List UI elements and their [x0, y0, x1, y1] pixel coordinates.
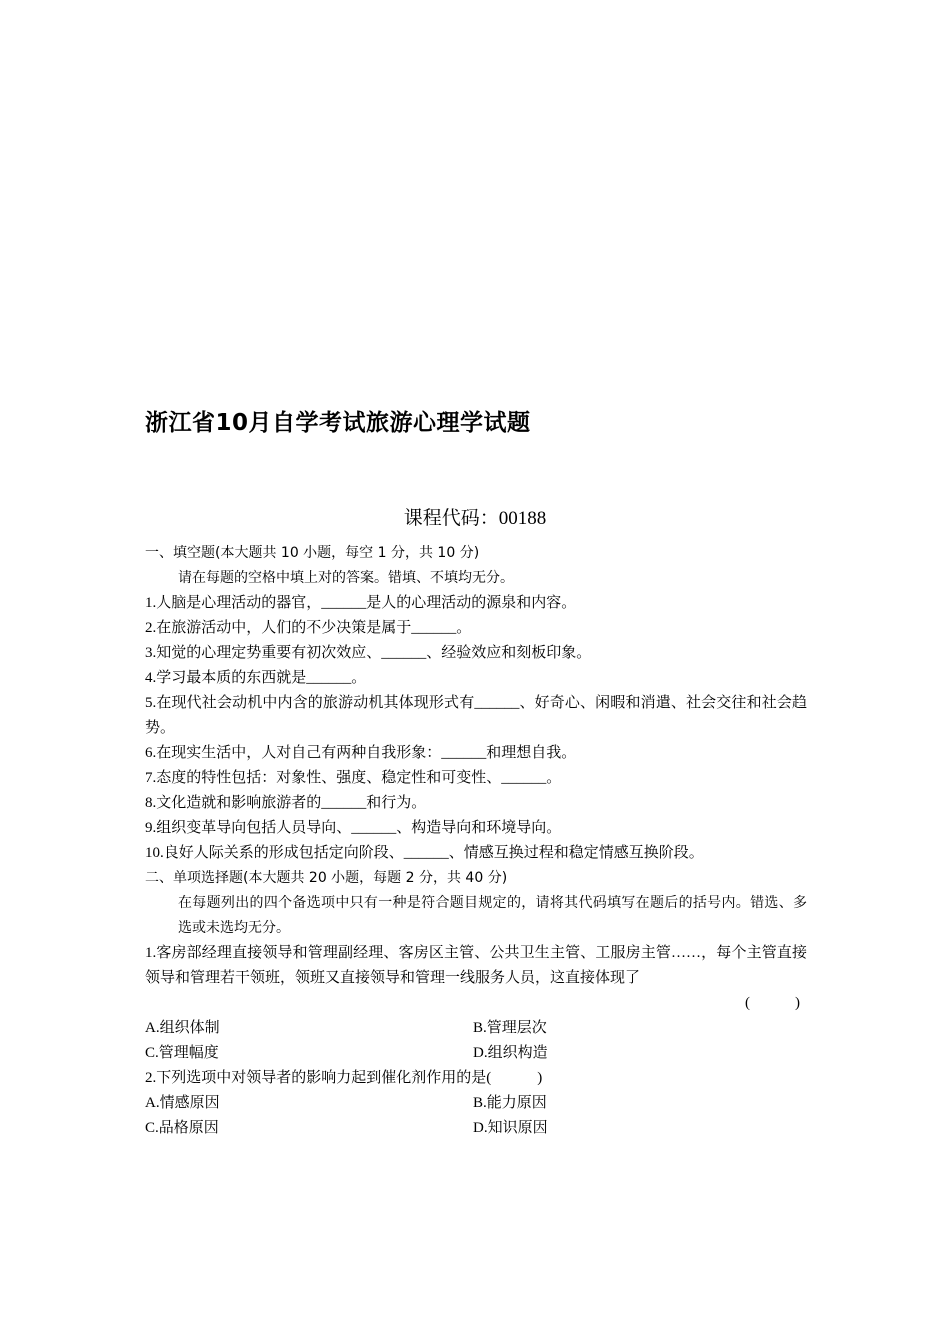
fill-question: 5.在现代社会动机中内含的旅游动机其体现形式有______、好奇心、闲暇和消遣、社会交往和社会趋势。 [145, 695, 807, 736]
option-d: D.组织构造 [473, 1045, 548, 1061]
page-title: 浙江省10月自学考试旅游心理学试题 [145, 410, 531, 436]
options-row [145, 1116, 807, 1141]
answer-bracket: ( ) [745, 995, 800, 1011]
section2-heading: 二、单项选择题(本大题共 20 小题，每题 2 分，共 40 分) [145, 870, 508, 886]
section2-instruction: 在每题列出的四个备选项中只有一种是符合题目规定的，请将其代码填写在题后的括号内。错选、多选或未选均无分。 [178, 895, 807, 936]
choice-question-stem: 1.客房部经理直接领导和管理副经理、客房区主管、公共卫生主管、工服房主管……，每个主管直接领导和管理若干领班，领班又直接领导和管理一线服务人员，这直接体现了 [145, 945, 807, 986]
answer-bracket-close: ) [537, 1070, 543, 1086]
course-code: 课程代码：00188 [403, 508, 547, 529]
question-stem-text: 2.下列选项中对领导者的影响力起到催化剂作用的是( [145, 1070, 492, 1086]
fill-question: 4.学习最本质的东西就是______。 [145, 670, 367, 686]
option-b: B.管理层次 [473, 1020, 547, 1036]
option-a: A.情感原因 [145, 1095, 220, 1111]
answer-parentheses [145, 991, 807, 1016]
choice-question-stem [145, 1066, 807, 1091]
fill-question: 6.在现实生活中，人对自己有两种自我形象：______和理想自我。 [145, 745, 577, 761]
fill-question: 9.组织变革导向包括人员导向、______、构造导向和环境导向。 [145, 820, 562, 836]
options-row [145, 1041, 807, 1066]
exam-body [145, 541, 807, 1141]
option-c: C.品格原因 [145, 1120, 219, 1136]
section1-instruction: 请在每题的空格中填上对的答案。错填、不填均无分。 [178, 570, 514, 586]
fill-question: 8.文化造就和影响旅游者的______和行为。 [145, 795, 427, 811]
fill-question: 2.在旅游活动中，人们的不少决策是属于______。 [145, 620, 472, 636]
section1-heading: 一、填空题(本大题共 10 小题，每空 1 分，共 10 分) [145, 545, 480, 561]
option-d: D.知识原因 [473, 1120, 548, 1136]
fill-question: 3.知觉的心理定势重要有初次效应、______、经验效应和刻板印象。 [145, 645, 592, 661]
options-row [145, 1016, 807, 1041]
option-c: C.管理幅度 [145, 1045, 219, 1061]
option-a: A.组织体制 [145, 1020, 220, 1036]
options-row [145, 1091, 807, 1116]
fill-question: 10.良好人际关系的形成包括定向阶段、______、情感互换过程和稳定情感互换阶段。 [145, 845, 704, 861]
fill-question: 1.人脑是心理活动的器官，______是人的心理活动的源泉和内容。 [145, 595, 577, 611]
option-b: B.能力原因 [473, 1095, 547, 1111]
fill-question: 7.态度的特性包括：对象性、强度、稳定性和可变性、______。 [145, 770, 562, 786]
